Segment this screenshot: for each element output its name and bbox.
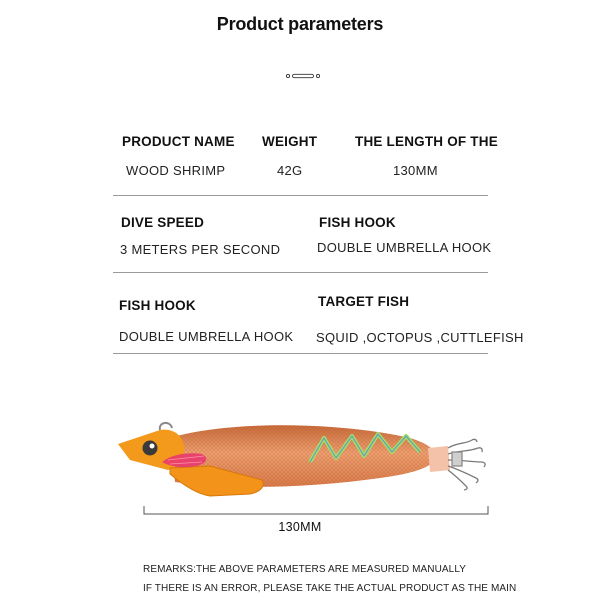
row-divider [113,353,488,354]
dive-speed-label: DIVE SPEED [121,215,205,230]
dimension-label: 130MM [278,520,322,534]
squid-jig-lure-image [110,408,500,513]
fish-hook-value: DOUBLE UMBRELLA HOOK [317,240,492,255]
target-fish-value: SQUID ,OCTOPUS ,CUTTLEFISH [316,330,524,345]
lure-eye [143,441,158,456]
lure-tail-collar [428,446,450,472]
dive-speed-value: 3 METERS PER SECOND [120,242,281,257]
weight-value: 42G [277,163,303,178]
divider-ornament [284,70,324,82]
fish-hook-label: FISH HOOK [319,215,396,230]
remarks-line-1: REMARKS:THE ABOVE PARAMETERS ARE MEASURED MANUALLY [143,564,467,575]
target-fish-label: TARGET FISH [318,294,410,309]
umbrella-hook [448,439,485,490]
fish-hook-value: DOUBLE UMBRELLA HOOK [119,329,294,344]
remarks-line-2: IF THERE IS AN ERROR, PLEASE TAKE THE ACTUAL PRODUCT AS THE MAIN [143,583,517,594]
page-title: Product parameters [216,14,384,34]
dimension-bracket [143,506,489,520]
product-name-label: PRODUCT NAME [122,134,235,149]
row-divider [113,195,488,196]
weight-label: WEIGHT [262,134,318,149]
length-label: THE LENGTH OF THE [355,134,498,149]
fish-hook-label: FISH HOOK [119,298,196,313]
product-name-value: WOOD SHRIMP [126,163,226,178]
row-divider [113,272,488,273]
length-value: 130MM [393,163,438,178]
